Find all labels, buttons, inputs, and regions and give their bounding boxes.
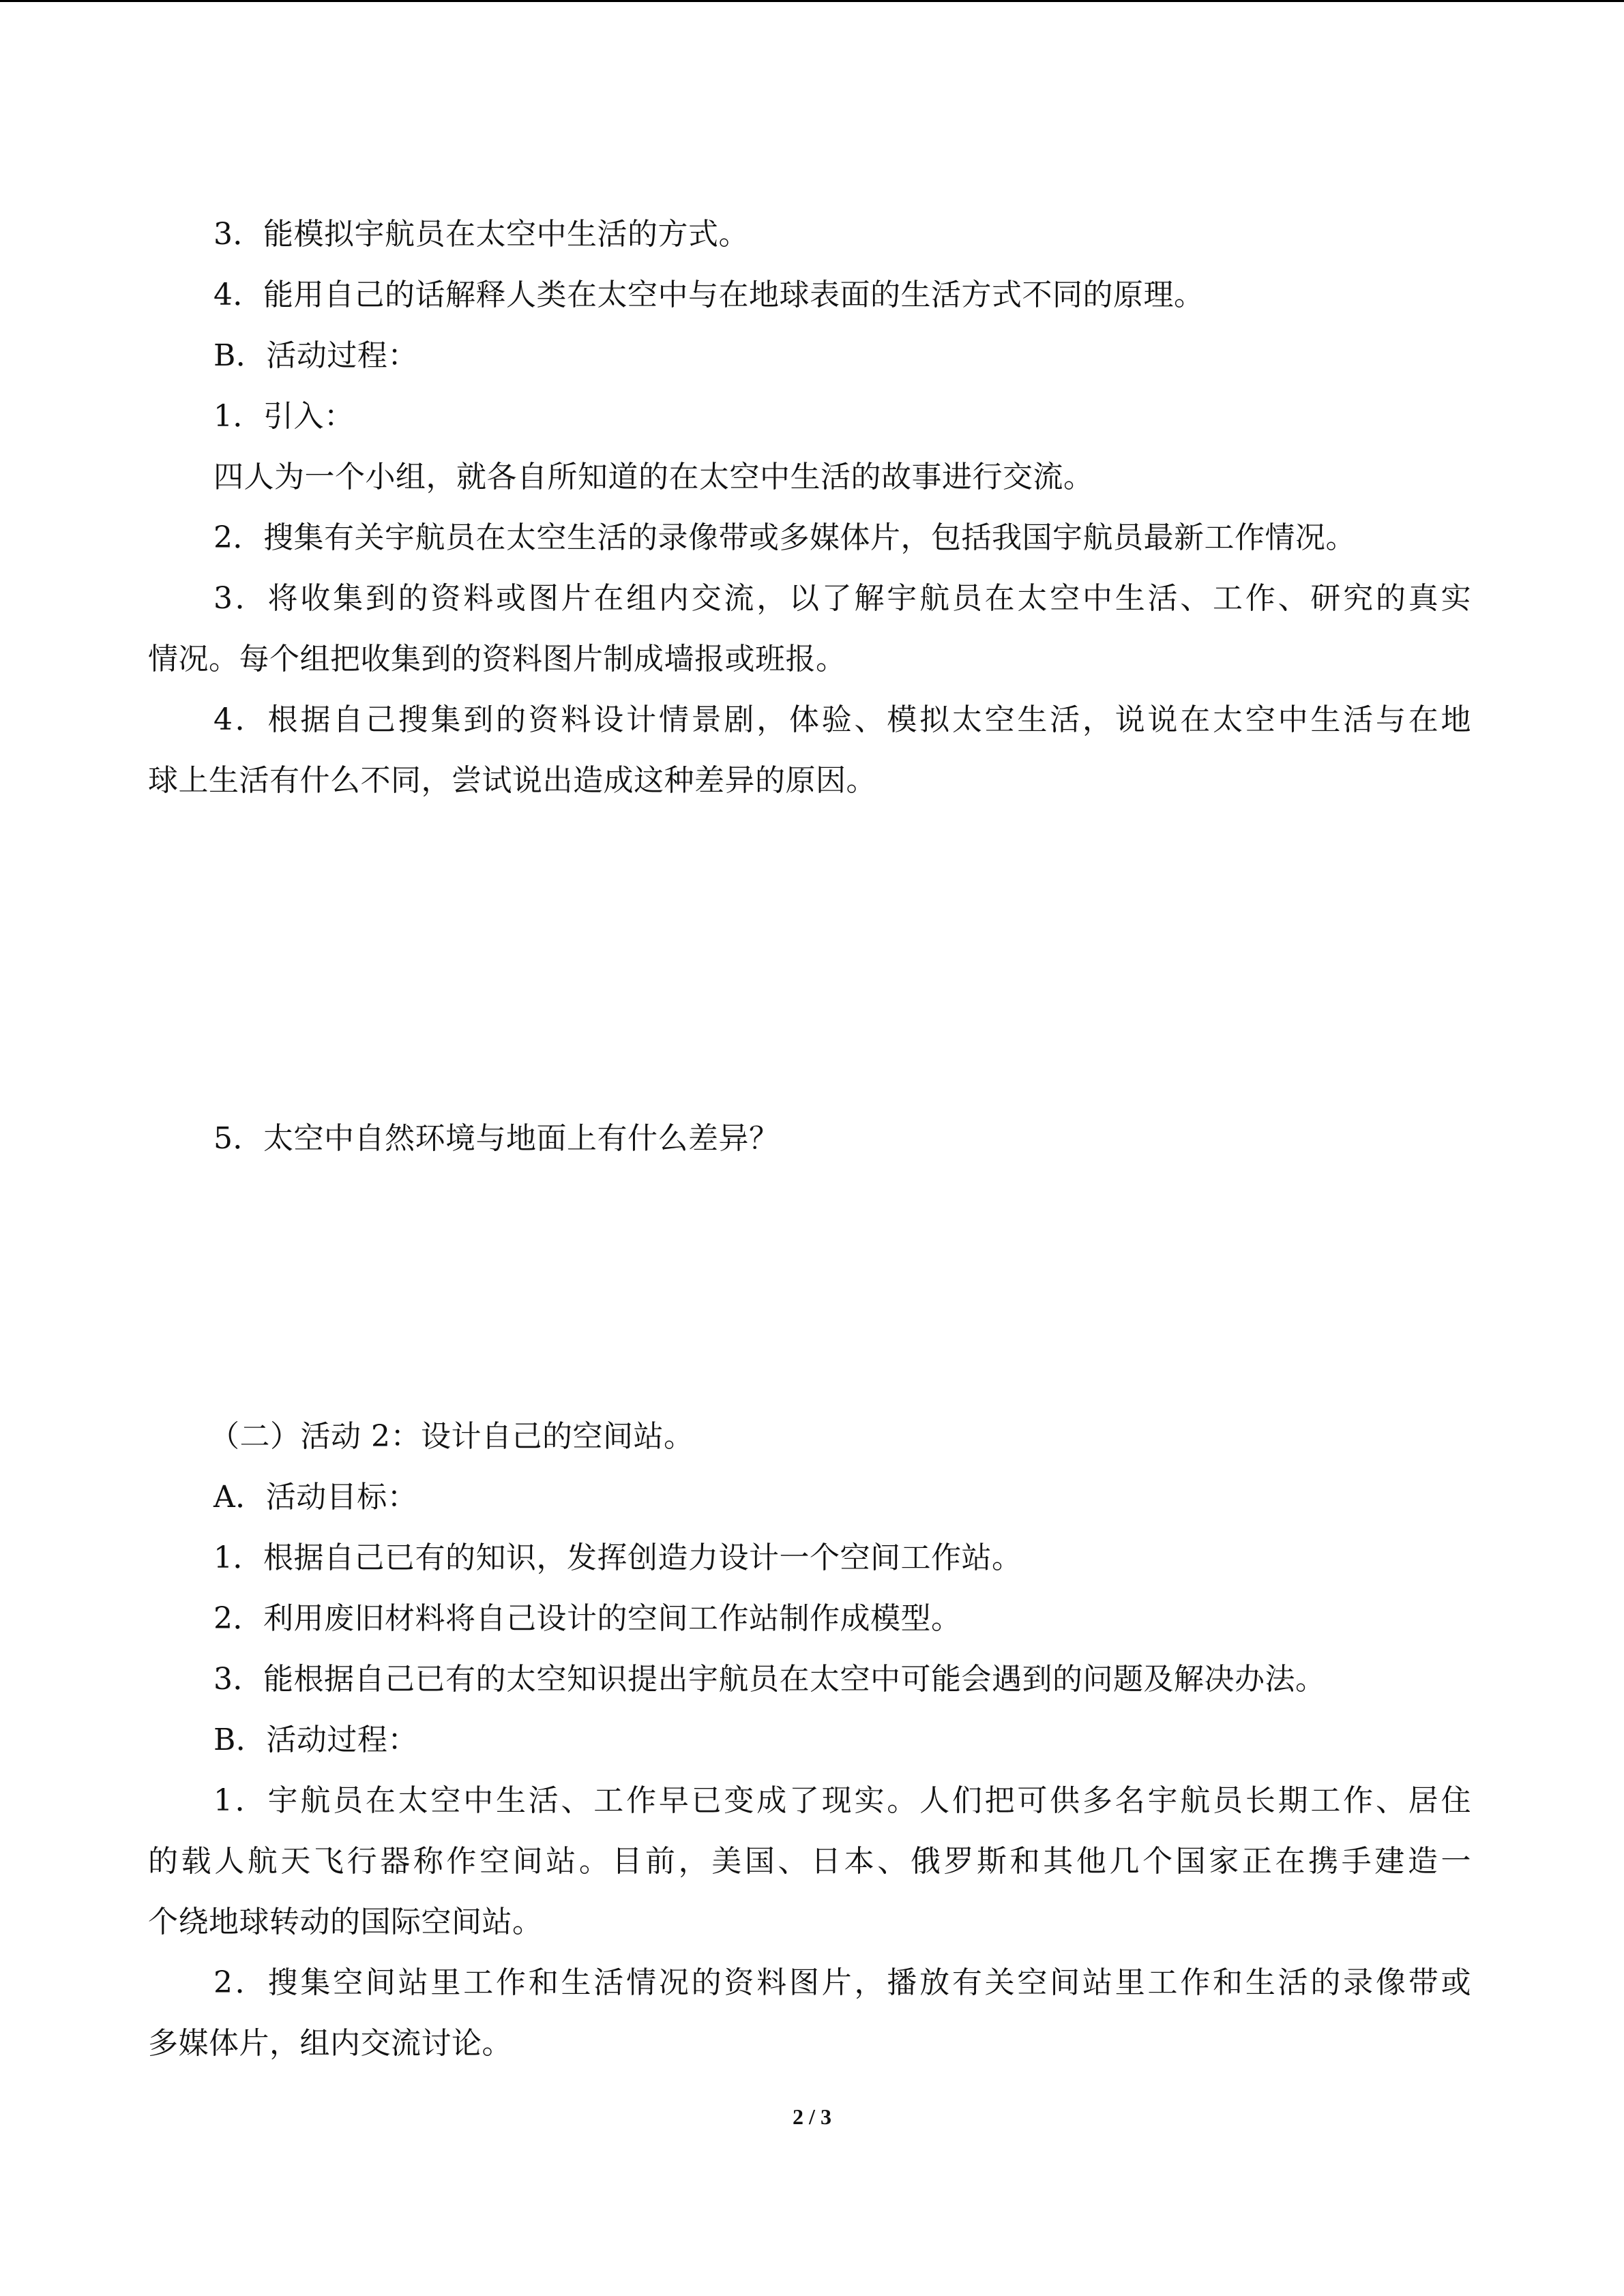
- step-4-line-b: 球上生活有什么不同，尝试说出造成这种差异的原因。: [148, 763, 876, 798]
- goal-heading: A．活动目标：: [213, 1480, 418, 1515]
- a2-step-1-line-c: 个绕地球转动的国际空间站。: [148, 1905, 543, 1939]
- activity-2-title: （二）活动 2：设计自己的空间站。: [209, 1419, 694, 1454]
- goal-3-line: 3．能模拟宇航员在太空中生活的方式。: [213, 217, 749, 252]
- step-3-line-a: 3．将收集到的资料或图片在组内交流，以了解宇航员在太空中生活、工作、研究的真实: [213, 581, 1471, 616]
- step-1-detail-line: 四人为一个小组，就各自所知道的在太空中生活的故事进行交流。: [213, 460, 1094, 494]
- a2-step-1-line-b: 的载人航天飞行器称作空间站。目前，美国、日本、俄罗斯和其他几个国家正在携手建造一: [148, 1844, 1471, 1879]
- page-top-border: [0, 0, 1624, 2]
- goal-4-line: 4．能用自己的话解释人类在太空中与在地球表面的生活方式不同的原理。: [213, 278, 1205, 312]
- step-2-line: 2．搜集有关宇航员在太空生活的录像带或多媒体片，包括我国宇航员最新工作情况。: [213, 520, 1356, 555]
- a2-step-1-line-a: 1．宇航员在太空中生活、工作早已变成了现实。人们把可供多名宇航员长期工作、居住: [213, 1783, 1471, 1818]
- a2-goal-3-line: 3．能根据自己已有的太空知识提出宇航员在太空中可能会遇到的问题及解决办法。: [213, 1662, 1326, 1697]
- step-5-line: 5．太空中自然环境与地面上有什么差异？: [213, 1121, 780, 1156]
- a2-goal-1-line: 1．根据自己已有的知识，发挥创造力设计一个空间工作站。: [213, 1540, 1022, 1575]
- step-3-line-b: 情况。每个组把收集到的资料图片制成墙报或班报。: [148, 642, 846, 676]
- step-4-line-a: 4．根据自己搜集到的资料设计情景剧，体验、模拟太空生活，说说在太空中生活与在地: [213, 702, 1471, 737]
- a2-step-2-line-b: 多媒体片，组内交流讨论。: [148, 2026, 512, 2061]
- a2-step-2-line-a: 2．搜集空间站里工作和生活情况的资料图片，播放有关空间站里工作和生活的录像带或: [213, 1965, 1471, 2000]
- process-heading: B．活动过程：: [213, 338, 418, 373]
- a2-goal-2-line: 2．利用废旧材料将自己设计的空间工作站制作成模型。: [213, 1601, 962, 1636]
- step-1-line: 1．引入：: [213, 399, 355, 434]
- page-number: 2 / 3: [793, 2104, 831, 2129]
- a2-process-heading: B．活动过程：: [213, 1723, 418, 1757]
